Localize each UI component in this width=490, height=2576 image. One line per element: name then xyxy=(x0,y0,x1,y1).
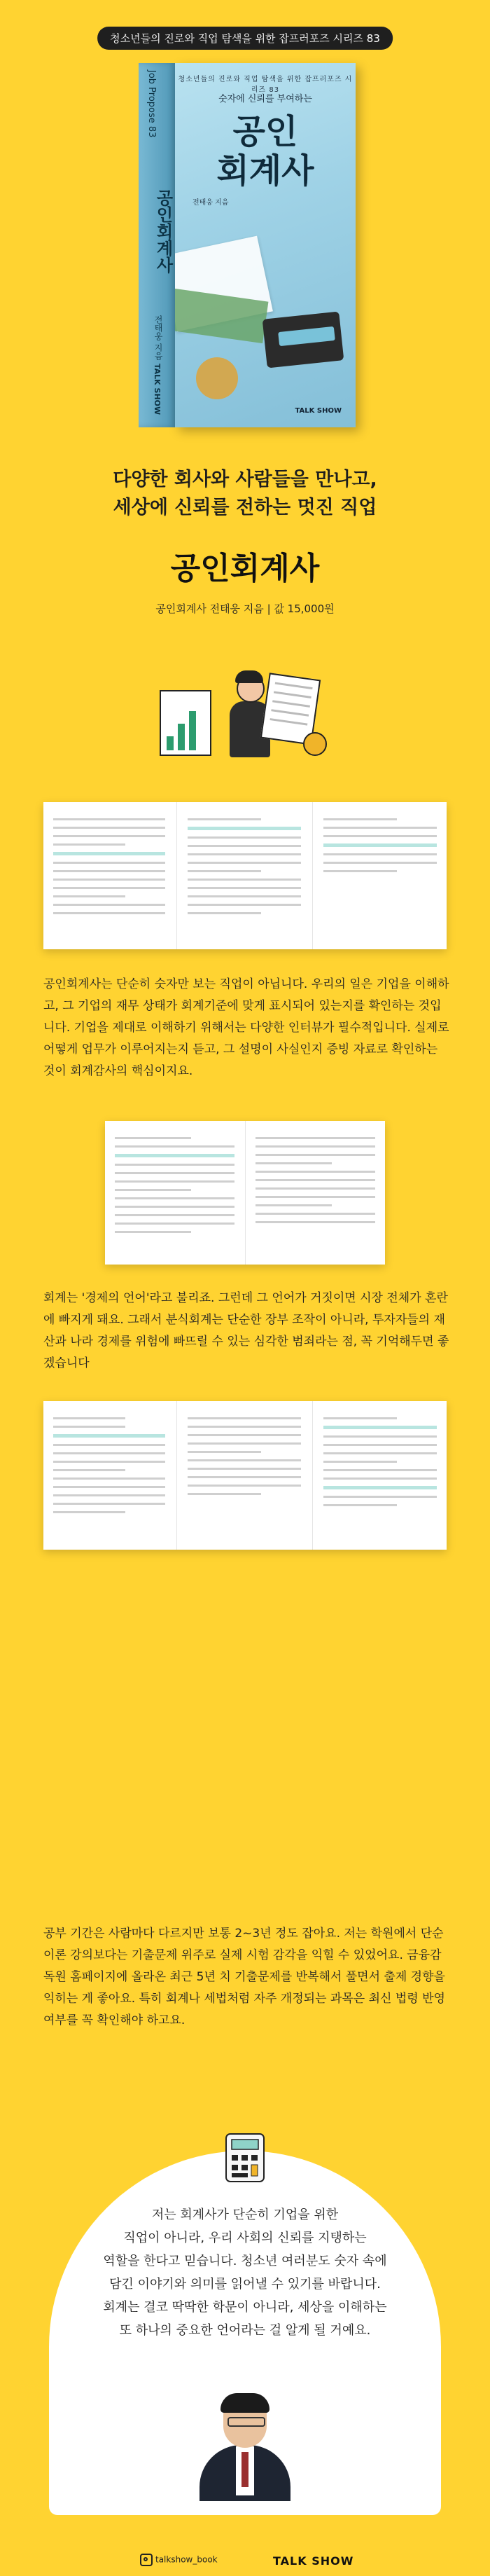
spread-page xyxy=(314,802,447,949)
author-photo xyxy=(200,2396,290,2501)
publisher-logo: TALK SHOW xyxy=(273,2554,354,2568)
book-front-cover xyxy=(175,63,356,427)
spread-page xyxy=(105,1121,244,1265)
spread-page xyxy=(314,1401,447,1550)
spread-page xyxy=(246,1121,385,1265)
spine-series: Job Propose 83 xyxy=(146,70,157,138)
book-cover-image xyxy=(139,63,356,427)
cover-coin-decoration xyxy=(196,357,238,399)
author-glasses xyxy=(227,2417,265,2427)
spread-page xyxy=(178,1401,311,1550)
author-quote xyxy=(77,2203,413,2342)
body-paragraph-2: 회계는 '경제의 언어'라고 불리죠. 그런데 그 언어가 거짓이면 시장 전체가 혼란에 빠지게 돼요. 그래서 분식회계는 단순한 장부 조작이 아니라, 투자자들의 재산과 나라 경제를 위험에 빠뜨릴 수 있는 심각한 범죄라는 점, 꼭 기억해두면 좋겠습니다 xyxy=(43,1291,449,1370)
cover-title xyxy=(175,112,356,191)
quote-line: 직업이 아니라, 우리 사회의 신뢰를 지탱하는 xyxy=(123,2231,367,2245)
cover-author: 전태웅 지음 xyxy=(192,199,229,207)
body-paragraph-1: 공인회계사는 단순히 숫자만 보는 직업이 아닙니다. 우리의 일은 기업을 이해하고, 그 기업의 재무 상태가 회계기준에 맞게 표시되어 있는지를 확인하는 것입니다. 기업을 제대로 이해하기 위해서는 다양한 인터뷰가 필수적입니다. 실제로 어떻게 업무가 이루어지는지 듣고, 그 설명이 사실인지 증빙 자료로 확인하는 것이 회계감사의 핵심이지요. xyxy=(43,977,449,1078)
cover-tagline: 숫자에 신뢰를 부여하는 xyxy=(218,94,312,104)
book-spine xyxy=(139,63,175,427)
instagram-icon xyxy=(140,2554,153,2566)
book-spread-1 xyxy=(43,802,447,949)
instagram-handle[interactable] xyxy=(140,2554,218,2566)
body-paragraph-3: 공부 기간은 사람마다 다르지만 보통 2~3년 정도 잡아요. 저는 학원에서 단순 이론 강의보다는 기출문제 위주로 실제 시험 감각을 익힐 수 있었어요. 금융감독원 홈페이지에 올라온 최근 5년 치 기출문제를 반복해서 풀면서 출제 경향을 익히는 게 좋아요. 특히 회계나 세법처럼 자주 개정되는 과목은 최신 법령 반영 여부를 꼭 확인해야 하고요. xyxy=(43,1927,445,2027)
footer xyxy=(0,2544,490,2576)
byline: 공인회계사 전태웅 지음 | 값 15,000원 xyxy=(155,602,335,615)
quote-line: 또 하나의 중요한 언어라는 걸 알게 될 거예요. xyxy=(119,2323,371,2338)
coin-icon xyxy=(303,732,327,756)
headline-line2: 세상에 신뢰를 전하는 멋진 직업 xyxy=(113,497,377,518)
accountant-illustration xyxy=(160,662,328,774)
cover-series: 청소년들의 진로와 직업 탐색을 위한 잡프러포즈 시리즈 83 xyxy=(178,76,353,94)
spine-author: 전태웅 지음 xyxy=(153,315,163,360)
quote-line: 역할을 한다고 믿습니다. 청소년 여러분도 숫자 속에 xyxy=(103,2254,387,2268)
spread-page xyxy=(43,1401,175,1550)
headline xyxy=(0,466,490,522)
spread-page xyxy=(43,802,175,949)
quote-line: 저는 회계사가 단순히 기업을 위한 xyxy=(151,2207,339,2222)
quote-line: 담긴 이야기와 의미를 읽어낼 수 있기를 바랍니다. xyxy=(109,2277,381,2292)
page-title: 공인회계사 xyxy=(170,551,320,586)
author-hair xyxy=(220,2393,270,2413)
person-hair xyxy=(235,670,263,683)
spine-brand: TALK SHOW xyxy=(153,363,162,415)
author-tie xyxy=(241,2452,248,2487)
series-badge: 청소년들의 진로와 직업 탐색을 위한 잡프러포즈 시리즈 83 xyxy=(97,27,393,50)
instagram-text: talkshow_book xyxy=(155,2554,218,2565)
headline-line1: 다양한 회사와 사람들을 만나고, xyxy=(113,469,377,490)
spine-title: 공인회계사 xyxy=(153,189,173,273)
cover-brand: TALK SHOW xyxy=(295,407,342,415)
quote-line: 회계는 결코 딱딱한 학문이 아니라, 세상을 이해하는 xyxy=(103,2300,387,2315)
book-spread-2 xyxy=(105,1121,385,1265)
chart-icon xyxy=(160,690,211,756)
spread-page xyxy=(178,802,311,949)
cover-title-line2: 회계사 xyxy=(216,151,314,191)
cover-title-line1: 공인 xyxy=(232,112,298,151)
book-spread-3 xyxy=(43,1401,447,1550)
calculator-icon xyxy=(214,2130,276,2186)
